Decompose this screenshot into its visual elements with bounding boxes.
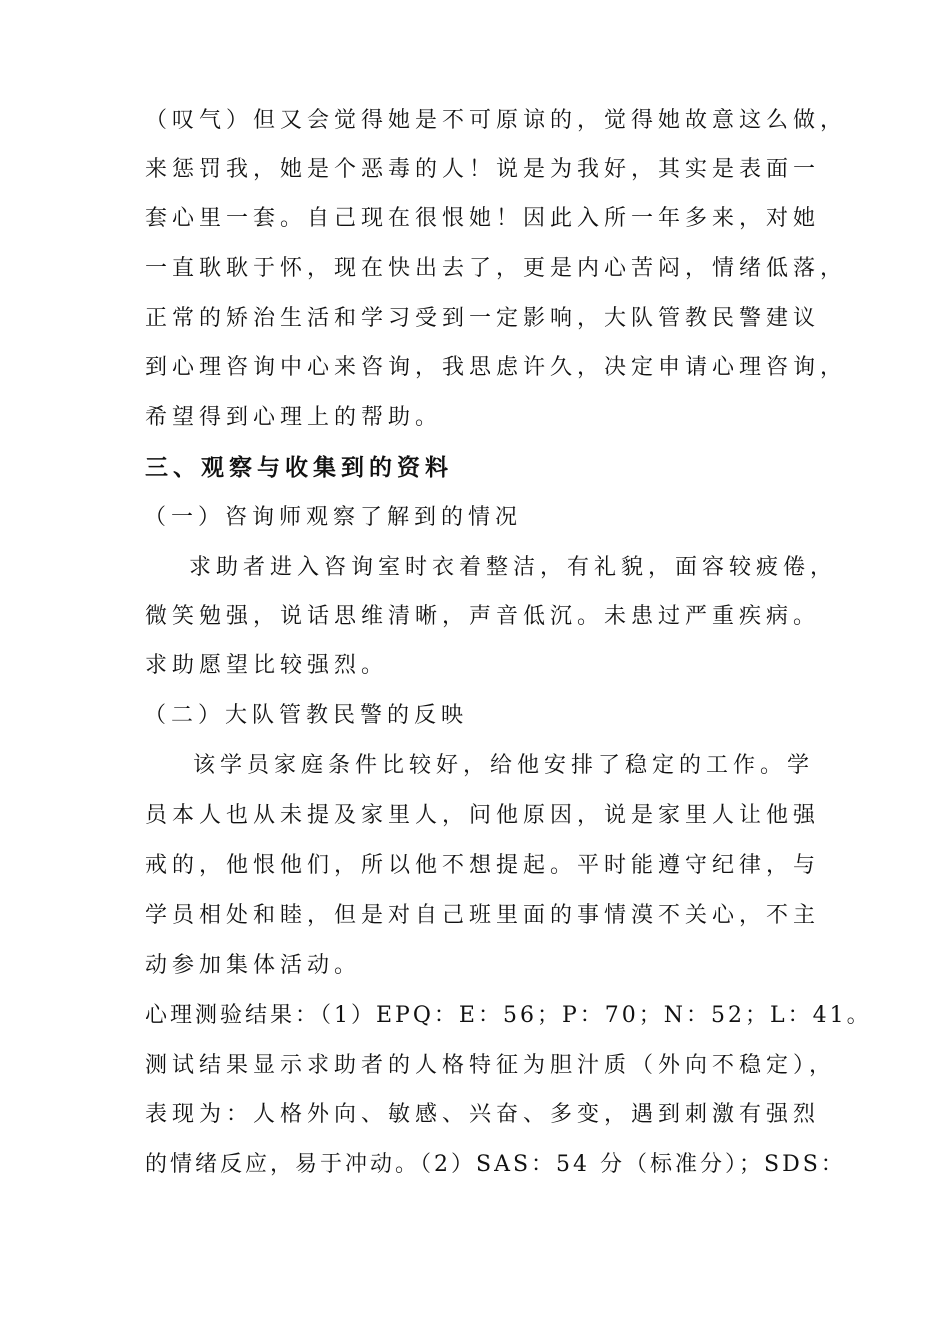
paragraph-line: 一直耿耿于怀，现在快出去了，更是内心苦闷，情绪低落， xyxy=(145,256,848,281)
section-heading: 三、观察与收集到的资料 xyxy=(145,455,453,481)
paragraph-line: 表现为：人格外向、敏感、兴奋、多变，遇到刺激有强烈 xyxy=(145,1102,821,1127)
paragraph-line: 套心里一套。自己现在很恨她！因此入所一年多来，对她 xyxy=(145,206,821,231)
paragraph-line: 来惩罚我，她是个恶毒的人！说是为我好，其实是表面一 xyxy=(145,157,821,182)
paragraph-line: 动参加集体活动。 xyxy=(145,953,362,978)
paragraph-line: 求助愿望比较强烈。 xyxy=(145,653,389,678)
paragraph-line: 学员相处和睦，但是对自己班里面的事情漠不关心，不主 xyxy=(145,903,821,928)
paragraph-line: 心理测验结果：（1）EPQ：E：56；P：70；N：52；L：41。 xyxy=(145,1003,872,1028)
paragraph-line: 的情绪反应，易于冲动。（2）SAS：54 分（标准分）；SDS： xyxy=(145,1152,846,1177)
subsection-title: （一）咨询师观察了解到的情况 xyxy=(144,505,523,530)
paragraph-line: 希望得到心理上的帮助。 xyxy=(145,405,443,430)
paragraph-line: 正常的矫治生活和学习受到一定影响，大队管教民警建议 xyxy=(145,306,821,331)
paragraph-line: 戒的，他恨他们，所以他不想提起。平时能遵守纪律，与 xyxy=(145,853,821,878)
subsection-title: （二）大队管教民警的反映 xyxy=(144,703,469,728)
paragraph-line: 微笑勉强，说话思维清晰，声音低沉。未患过严重疾病。 xyxy=(145,604,821,629)
paragraph-line: 测试结果显示求助者的人格特征为胆汁质（外向不稳定）， xyxy=(145,1053,837,1078)
paragraph-line: 该学员家庭条件比较好，给他安排了稳定的工作。学 xyxy=(193,753,815,778)
paragraph-line: 到心理咨询中心来咨询，我思虑许久，决定申请心理咨询， xyxy=(145,355,848,380)
paragraph-line: 员本人也从未提及家里人，问他原因，说是家里人让他强 xyxy=(145,803,821,828)
paragraph-line: 求助者进入咨询室时衣着整洁，有礼貌，面容较疲倦， xyxy=(189,555,838,580)
paragraph-line: （叹气）但又会觉得她是不可原谅的，觉得她故意这么做， xyxy=(145,108,848,133)
